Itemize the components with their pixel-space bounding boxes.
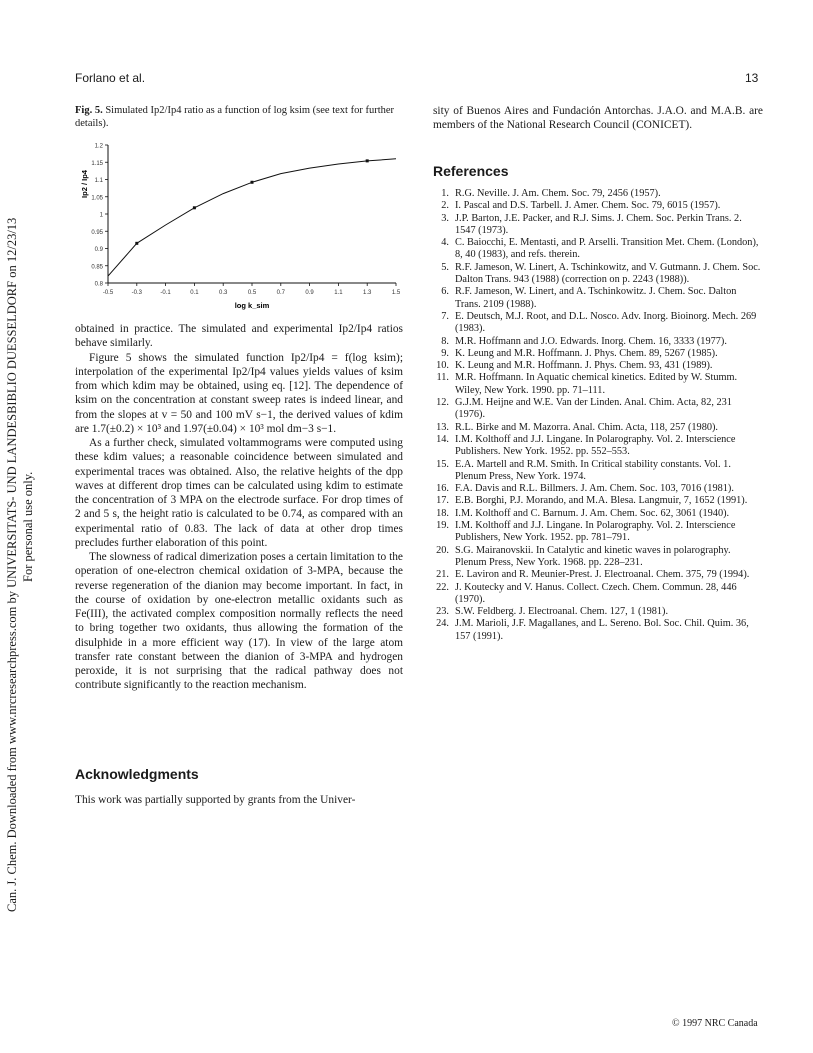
x-tick-label: 0.3 [219,290,228,296]
acknowledgments-text-continued: sity of Buenos Aires and Fundación Antorchas. J.A.O. and M.A.B. are members of the National Research Council (CONICET). [433,105,763,132]
data-point [193,206,196,209]
reference-number: 21. [436,569,449,581]
reference-number: 13. [436,421,449,433]
data-point [366,159,369,162]
reference-item [433,397,763,422]
reference-text: K. Leung and M.R. Hoffmann. J. Phys. Chem. 89, 5267 (1985). [455,347,718,359]
reference-text: S.W. Feldberg. J. Electroanal. Chem. 127, 1 (1981). [455,606,669,618]
reference-item [433,459,763,484]
figure-caption-text: Simulated Ip2/Ip4 ratio as a function of log ksim (see text for further details). [75,105,395,129]
body-paragraph: The slowness of radical dimerization poses a certain limitation to the operation of one-electron chemical oxidation of 3-MPA, because the reverse regeneration of the dianion may become important. In fact, in the course of oxidation by one-electron metallic oxidants such as Fe(III), the activated complex composition normally reflects the need to bring together two oxidants, thus allowing the formation of the disulphide in a more efficient way (17). In view of the large atom transfer rate constant between the dianion of 3-MPA and hydrogen peroxide, it is not surprising that the radical pathway does not contribute significantly to the reaction mechanism. [75,551,403,692]
reference-item [433,545,763,570]
reference-text: I.M. Kolthoff and C. Barnum. J. Am. Chem. Soc. 62, 3061 (1940). [455,507,730,519]
reference-text: I.M. Kolthoff and J.J. Lingane. In Polarography. Vol. 2. Interscience Publishers, New York. 1952. pp. 781–791. [455,520,736,544]
reference-item [433,508,763,520]
y-axis-label: Ip2 / Ip4 [80,170,89,198]
body-paragraph: As a further check, simulated voltammograms were computed using these kdim values; a reasonable coincidence between simulated and experimental traces was obtained. Also, the relative heights of the dpp waves at different drop times can be calculated using kdim to estimate the concentration of 3 MPA on the electrode surface. For drop times of 2 and 5 s, the height ratio is calculated to be 0.74, as compared with an experimental ratio of 0.83. The lack of data at other drop times precludes further elaboration of this point. [75,437,403,549]
reference-item [433,213,763,238]
reference-text: J.P. Barton, J.E. Packer, and R.J. Sims. J. Chem. Soc. Perkin Trans. 2. 1547 (1973). [455,212,742,236]
reference-number: 8. [441,335,449,347]
series-line [108,159,396,276]
reference-text: E.B. Borghi, P.J. Morando, and M.A. Blesa. Langmuir, 7, 1652 (1991). [455,495,748,507]
reference-number: 4. [441,237,449,249]
copyright-notice: © 1997 NRC Canada [672,1018,758,1029]
figure-caption [75,104,405,130]
reference-text: I.M. Kolthoff and J.J. Lingane. In Polarography. Vol. 2. Interscience Publishers. New York. 1952. pp. 552–553. [455,433,736,458]
x-tick-label: -0.5 [102,290,114,296]
page-number: 13 [745,71,759,85]
reference-item [433,200,763,212]
reference-item [433,336,763,348]
y-tick-label: 0.9 [94,247,103,253]
reference-text: M.R. Hoffmann and J.O. Edwards. Inorg. Chem. 16, 3333 (1977). [455,335,727,347]
reference-item [433,286,763,311]
chart-axes [108,145,396,283]
x-tick-label: 1.3 [363,290,372,296]
reference-number: 19. [436,520,449,532]
x-tick-label: 0.1 [190,290,199,296]
y-tick-label: 1.1 [94,178,103,184]
reference-text: E. Laviron and R. Meunier-Prest. J. Electroanal. Chem. 375, 79 (1994). [455,569,750,581]
x-tick-label: 1.5 [391,290,401,296]
reference-number: 11. [436,372,449,384]
figure-5-chart [78,137,408,317]
x-axis-label: log k_sim [234,301,270,310]
reference-item [433,360,763,372]
series-markers [135,159,368,244]
data-point [251,181,254,184]
reference-number: 18. [436,507,449,519]
reference-text: E.A. Martell and R.M. Smith. In Critical stability constants. Vol. 1. Plenum Press, New York. 1974. [455,458,731,482]
reference-text: E. Deutsch, M.J. Root, and D.L. Nosco. Adv. Inorg. Bioinorg. Mech. 269 (1983). [455,310,757,335]
reference-number: 12. [436,397,449,409]
y-tick-label: 0.95 [91,229,103,236]
reference-item [433,606,763,618]
x-tick-label: 0.9 [305,290,314,296]
reference-item [433,348,763,360]
reference-item [433,188,763,200]
y-axis-ticks [91,144,108,288]
y-tick-label: 1.2 [94,143,103,150]
reference-number: 16. [436,483,449,495]
acknowledgments-text-start: This work was partially supported by grants from the Univer- [75,794,356,806]
y-tick-label: 0.85 [91,264,103,271]
x-tick-label: -0.1 [160,290,171,296]
running-head-authors: Forlano et al. [75,71,146,85]
reference-text: J. Koutecky and V. Hanus. Collect. Czech. Chem. Commun. 28, 446 (1970). [455,581,737,605]
watermark-line-1: Can. J. Chem. Downloaded from www.nrcresearchpress.com by UNIVERSITATS- UND LANDESBIBLIO DUESSELDORF on 12/23/13 [5,217,19,912]
reference-number: 1. [441,188,449,199]
acknowledgments-heading: Acknowledgments [75,766,199,782]
reference-number: 7. [441,310,449,322]
reference-number: 22. [436,581,449,593]
reference-item [433,262,763,287]
watermark-line-2: For personal use only. [21,471,35,582]
reference-number: 23. [436,606,449,618]
reference-text: M.R. Hoffmann. In Aquatic chemical kinetics. Edited by W. Stumm. Wiley, New York. 1990. pp. 71–111. [455,372,738,396]
download-watermark [4,152,38,912]
x-axis-ticks [103,283,401,296]
reference-text: R.L. Birke and M. Mazorra. Anal. Chim. Acta, 118, 257 (1980). [455,421,719,433]
reference-item [433,582,763,607]
reference-number: 6. [441,286,449,298]
reference-item [433,372,763,397]
reference-number: 14. [436,433,449,445]
reference-text: F.A. Davis and R.L. Billmers. J. Am. Chem. Soc. 103, 7016 (1981). [455,483,734,495]
reference-text: J.M. Marioli, J.F. Magallanes, and L. Sereno. Bol. Soc. Chil. Quim. 36, 157 (1991). [455,618,749,642]
reference-item [433,569,763,581]
reference-number: 15. [436,458,449,470]
y-tick-label: 0.8 [94,281,103,288]
reference-number: 5. [441,261,449,273]
reference-text: K. Leung and M.R. Hoffmann. J. Phys. Chem. 93, 431 (1989). [455,360,713,372]
reference-number: 3. [441,212,449,224]
references-list [433,188,763,643]
reference-item [433,483,763,495]
reference-text: G.J.M. Heijne and W.E. Van der Linden. Anal. Chim. Acta, 82, 231 (1976). [455,397,732,421]
data-point [135,242,138,245]
body-paragraph: obtained in practice. The simulated and experimental Ip2/Ip4 ratios behave similarly. [75,323,403,350]
x-tick-label: 1.1 [334,290,343,296]
y-tick-label: 1.05 [91,195,103,202]
reference-number: 24. [436,618,449,630]
reference-text: S.G. Mairanovskii. In Catalytic and kinetic waves in polarography. Plenum Press, New York. 1968. pp. 228–231. [455,544,731,568]
reference-text: I. Pascal and D.S. Tarbell. J. Amer. Chem. Soc. 79, 6015 (1957). [455,200,721,212]
reference-item [433,434,763,459]
reference-number: 10. [436,360,449,372]
reference-text: R.F. Jameson, W. Linert, A. Tschinkowitz, and V. Gutmann. J. Chem. Soc. Dalton Trans. 943 (1988) (correction on p. 2243 (1988)). [455,261,761,286]
body-paragraph: Figure 5 shows the simulated function Ip2/Ip4 = f(log ksim); interpolation of the experimental Ip2/Ip4 values yields values of ksim from which kdim may be obtained, using eq. [12]. The dependence of ksim on the concentration at constant sweep rates is indeed linear, and from the slopes at v = 50 and 100 mV s−1, the derived values of kdim are 1.7(±0.2) × 10³ and 1.97(±0.04) × 10³ mol dm−3 s−1. [75,351,403,435]
reference-item [433,618,763,643]
references-heading: References [433,163,509,179]
reference-number: 20. [436,544,449,556]
reference-text: R.F. Jameson, W. Linert, and A. Tschinkowitz. J. Chem. Soc. Dalton Trans. 2109 (1988). [455,286,737,310]
left-column-body [75,322,403,693]
reference-item [433,311,763,336]
y-tick-label: 1 [99,212,103,219]
reference-number: 2. [441,200,449,212]
reference-item [433,237,763,262]
x-tick-label: 0.7 [276,290,285,296]
reference-text: R.G. Neville. J. Am. Chem. Soc. 79, 2456 (1957). [455,188,661,199]
reference-item [433,422,763,434]
figure-label: Fig. 5. [75,105,103,116]
x-tick-label: -0.3 [131,290,142,296]
y-tick-label: 1.15 [91,160,103,167]
reference-number: 17. [436,495,449,507]
reference-item [433,495,763,507]
reference-text: C. Baiocchi, E. Mentasti, and P. Arselli. Transition Met. Chem. (London), 8, 40 (1983), and refs. therein. [455,237,759,261]
x-tick-label: 0.5 [247,290,257,296]
reference-number: 9. [441,347,449,359]
reference-item [433,520,763,545]
